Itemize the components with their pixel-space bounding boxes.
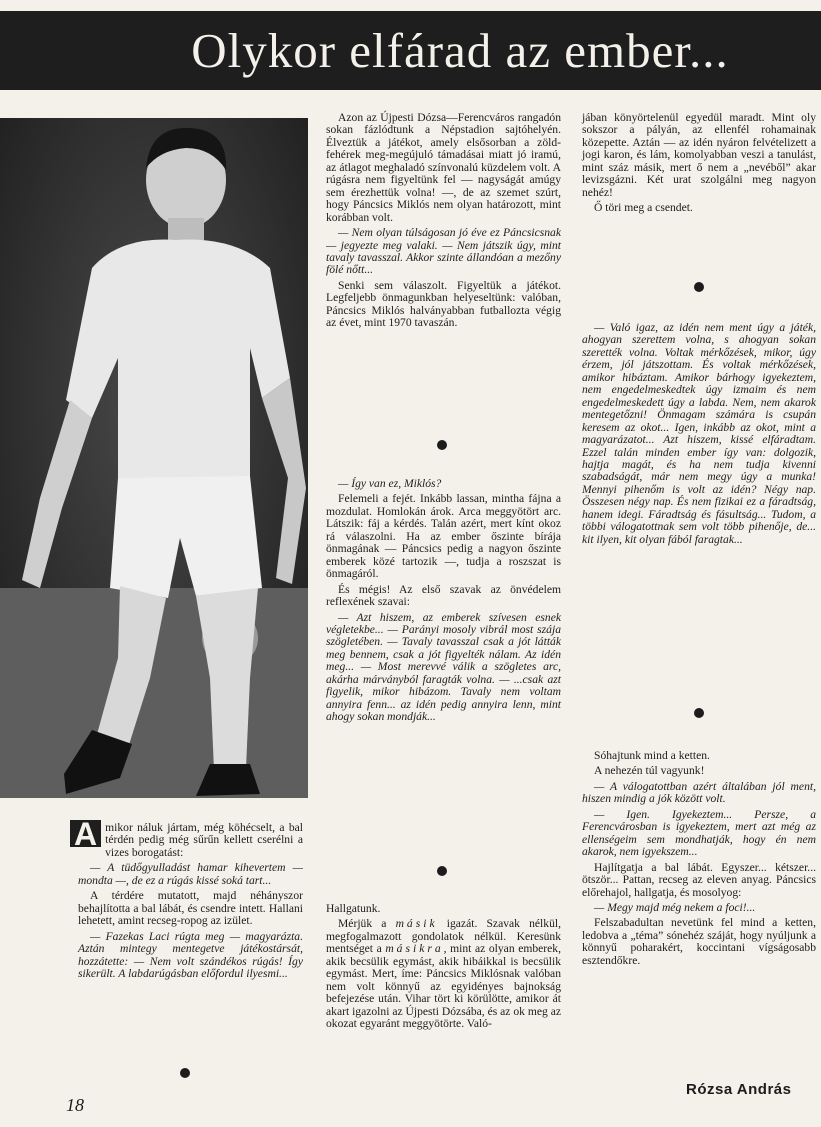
- column-right-bottom: [582, 750, 816, 970]
- footballer-figure: [0, 118, 308, 798]
- paragraph: mikor náluk jártam, még köhécselt, a bal térdén pedig még sűrűn kellett cserélni a vizes borogatást:: [105, 821, 303, 859]
- paragraph: Azon az Újpesti Dózsa—Ferencváros rangadón sokan fázlódtunk a Népstadion sajtóhelyén. Élveztük a játékot, amely elsősorban a zöld-fehérek meg-megújuló támadásai miatt jó iramú, az átlagot meghaladó színvonalú küzdelem volt. A rúgásra nem figyeltünk fel — nagyságát amúgy sem érezhettük volna! —, de az szemet szúrt, hogy Páncsics Miklós nem olyan határozott, mint korábban volt.: [326, 111, 561, 224]
- title-bar: [0, 11, 821, 90]
- paragraph: Ő töri meg a csendet.: [594, 201, 693, 215]
- paragraph: Hajlítgatja a bal lábát. Egyszer... kétszer... ötször... Pattan, recseg az eleven anyag. Páncsics előrehajol, hallgatja, és mosolyog:: [582, 860, 816, 899]
- paragraph: Felszabadultan nevetünk fel mind a ketten, ledobva a „téma” sónehéz száját, hogy nyúljunk a könnyű poharakért, koccintani vígságosabb esztendőkre.: [582, 916, 816, 967]
- section-bullet: [437, 866, 447, 876]
- column-middle-bottom: [326, 903, 561, 1034]
- column-middle-mid: [326, 478, 561, 727]
- quote: — Való igaz, az idén nem ment úgy a játék, ahogyan szerettem volna, s ahogyan sokan szerették volna. Voltak mérkőzések, mikor, úgy érzem, jól játszottam. És voltak mérkőzések, amikor hibáztam. Amikor bárhogy igyekeztem, nem engedelmeskedtek úgy izmaim és nem engedelmeskedett úgy a labda. Nem, nem akarok mentegetőzni! Önmagam számára is csupán keresem az okot... Igen, inkább az okot, mint a magyarázatot... Azt hiszem, kissé elfáradtam. Ezzel talán minden ember így van: dolgozik, hajtja magát, és ha nem tudja kivenni szabadságát, már nem megy úgy a munka! Mennyi pihenőm is volt az idén? Négy nap. Összesen négy nap. És nem fizikai ez a fáradtság, hanem idegi. Fáradtság és fásultság... Tudom, a többi válogatottnak sem volt több pihenője, de... kit ilyen, kit olyan fából faragtak...: [582, 321, 816, 546]
- quote: — A válogatottban azért általában jól ment, hiszen mindig a jók között volt.: [582, 779, 816, 806]
- quote: — Nem olyan túlságosan jó éve ez Páncsicsnak — jegyezte meg valaki. — Nem játszik úgy, mint tavaly tavasszal. Akkor szinte állandóan a mezőny fölé nőtt...: [326, 226, 561, 277]
- quote: — Megy majd még nekem a foci!...: [594, 900, 756, 914]
- section-bullet: [180, 1068, 190, 1078]
- quote: — Azt hiszem, az emberek szívesen esnek végletekbe... — Parányi mosoly vibrál most szája szögletében. — Tavaly tavasszal csak a jót látták meg bennem, csak a jót figyelték nálam. Az idén meg... — Most merevvé válik a szögletes arc, akárha márványból faragták volna. — ...csak azt figyelik, mikor hibázom. Tavaly nem voltam annyira fenn... az idén pedig annyira lenn, mint ahogy sokan mondják...: [326, 610, 561, 724]
- author-signature: Rózsa András: [686, 1081, 792, 1098]
- section-bullet: [694, 708, 704, 718]
- paragraph: Hallgatunk.: [326, 902, 381, 915]
- column-left: [74, 816, 303, 983]
- paragraph: És mégis! Az első szavak az önvédelem reflexének szavai:: [326, 582, 561, 609]
- column-middle-top: [326, 112, 561, 333]
- paragraph: Felemeli a fejét. Inkább lassan, mintha fájna a mozdulat. Homlokán árok. Arca meggyötört arc. Látszik: fáj a kérdés. Talán azért, mert kínt okoz rá válaszolni. Ha az ember őszinte bírája önmagának — Páncsics pedig a nagyon őszinte emberek közé tartozik —, tudja a roszszat is önmagáról.: [326, 492, 561, 581]
- paragraph: A nehezén túl vagyunk!: [594, 764, 705, 778]
- paragraph: Senki sem válaszolt. Figyeltük a játékot. Legfeljebb önmagunkban helyeseltünk: valóban, Páncsics Miklós halványabban futballozta végig az évet, mint 1970 tavaszán.: [326, 278, 561, 330]
- quote: — Fazekas Laci rúgta meg — magyarázta. Aztán mintegy mentegetve játékostársát, hozzátette: — Nem volt szándékos rúgás! Így sikerült. A labdarúgásban előfordul ilyesmi...: [78, 929, 303, 980]
- paragraph: jában könyörtelenül egyedül maradt. Mint oly sokszor a pályán, az ellenfél rohamainak közepette. Aztán — az idén nyáron felvételizett a jogi karon, és lám, komolyabban veszi a tanulást, mint száz másik, mert ő nem a „nevéből” akar levizsgázni. Két urat szolgálni meg nagyon nehéz!: [582, 111, 816, 199]
- section-bullet: [437, 440, 447, 450]
- page-number: 18: [66, 1095, 84, 1115]
- article-title: Olykor elfárad az ember...: [191, 23, 729, 78]
- paragraph: Mérjük a másik igazát. Szavak nélkül, megfogalmazott gondolatok nélkül. Keresünk mentséget a másikra, mint az olyan emberek, akik becsülik egymást, akik hibáikkal is becsülik egymást. Mert, íme: Páncsics Miklósnak valóban nem volt könnyű az egyidényes bajnokság befejezése után. Vihar tört ki körülötte, amikor át akart igazolni az Újpesti Dózsába, és az ok meg az okozat egyaránt meggyötörte. Való-: [326, 917, 561, 1031]
- player-photo: [0, 118, 308, 798]
- paragraph: A térdére mutatott, majd néhányszor behajlította a bal lábát, és csendre intett. Hallani lehetett, amint recseg-ropog az izület.: [78, 889, 303, 928]
- column-right-mid: [582, 322, 816, 549]
- drop-cap: A: [70, 820, 101, 847]
- quote: — Igen. Igyekeztem... Persze, a Ferencvárosban is igyekeztem, mert azt még az ellenségeim sem mondhatják, hogy én nem akarok, nem igyekszem...: [582, 807, 816, 859]
- quote: — Így van ez, Miklós?: [338, 477, 442, 490]
- quote: — A tüdőgyulladást hamar kihevertem — mondta —, de ez a rúgás kissé soká tart...: [78, 861, 303, 887]
- section-bullet: [694, 282, 704, 292]
- column-right-top: [582, 112, 816, 218]
- paragraph: Sóhajtunk mind a ketten.: [594, 749, 710, 762]
